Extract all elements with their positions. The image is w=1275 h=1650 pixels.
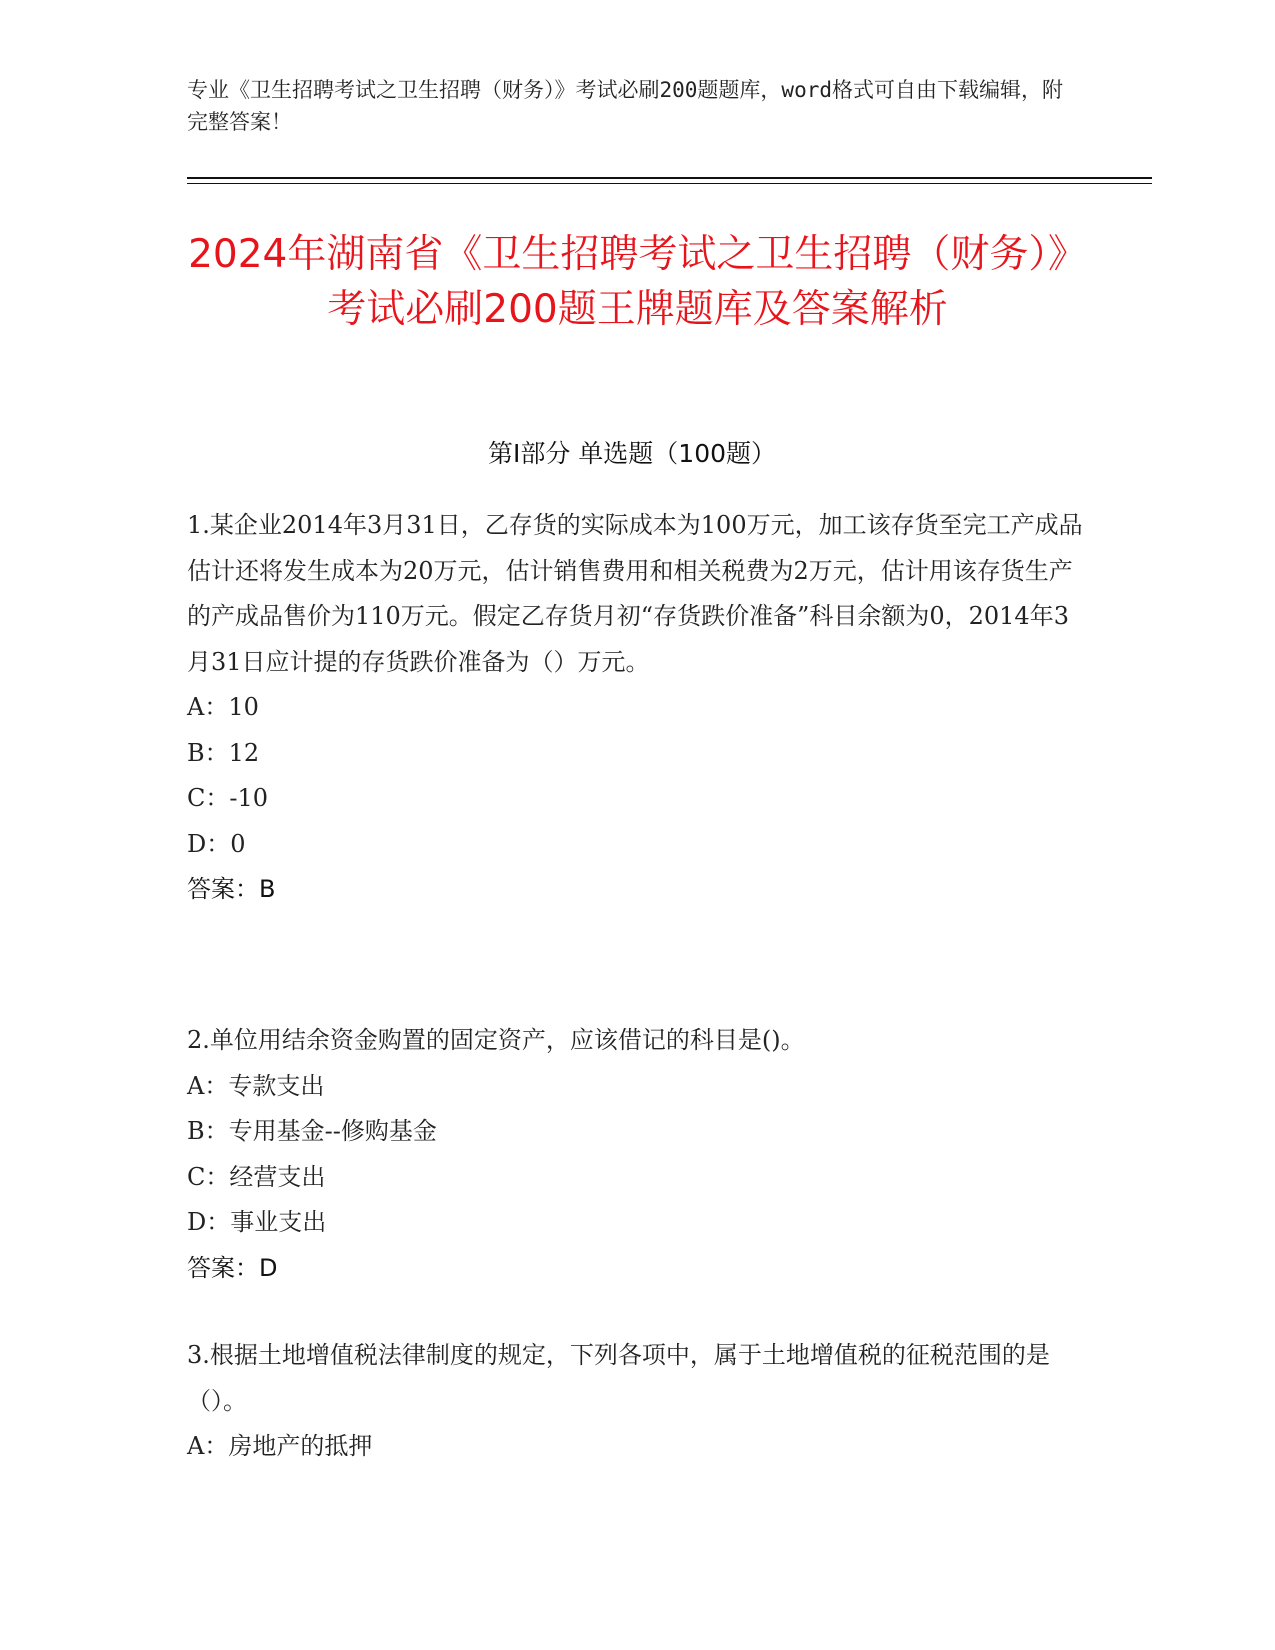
option-d: D：事业支出 (187, 1208, 327, 1236)
question-stem: 1.某企业2014年3月31日，乙存货的实际成本为100万元，加工该存货至完工产成品估计还将发生成本为20万元，估计销售费用和相关税费为2万元，估计用该存货生产的产成品售价为110万元。假定乙存货月初“存货跌价准备”科目余额为0，2014年3月31日应计提的存货跌价准备为（）万元。 (187, 511, 1083, 676)
question-1 (187, 503, 1087, 913)
question-2 (187, 1018, 1087, 1291)
document-title: 2024年湖南省《卫生招聘考试之卫生招聘（财务）》考试必刷200题王牌题库及答案解析 (188, 232, 1087, 332)
header-divider-thick (187, 177, 1152, 179)
question-stem: 2.单位用结余资金购置的固定资产，应该借记的科目是()。 (187, 1026, 805, 1054)
option-a: A：10 (187, 693, 259, 721)
option-a: A：专款支出 (187, 1071, 325, 1100)
answer: 答案：D (187, 1253, 278, 1282)
answer: 答案：B (187, 875, 276, 903)
option-a: A：房地产的抵押 (187, 1432, 373, 1460)
option-d: D：0 (187, 829, 246, 858)
option-c: C：-10 (187, 784, 269, 812)
section-heading: 第Ⅰ部分 单选题（100题） (487, 439, 777, 468)
option-b: B：12 (187, 738, 260, 767)
option-c: C：经营支出 (187, 1162, 326, 1191)
header-note: 专业《卫生招聘考试之卫生招聘（财务）》考试必刷200题题库，word格式可自由下载编辑，附完整答案！ (187, 78, 1063, 134)
question-stem: 3.根据土地增值税法律制度的规定，下列各项中，属于土地增值税的征税范围的是（）。 (187, 1341, 1050, 1415)
header-divider-thin (187, 183, 1152, 184)
option-b: B：专用基金--修购基金 (187, 1117, 437, 1145)
question-3 (187, 1333, 1087, 1470)
